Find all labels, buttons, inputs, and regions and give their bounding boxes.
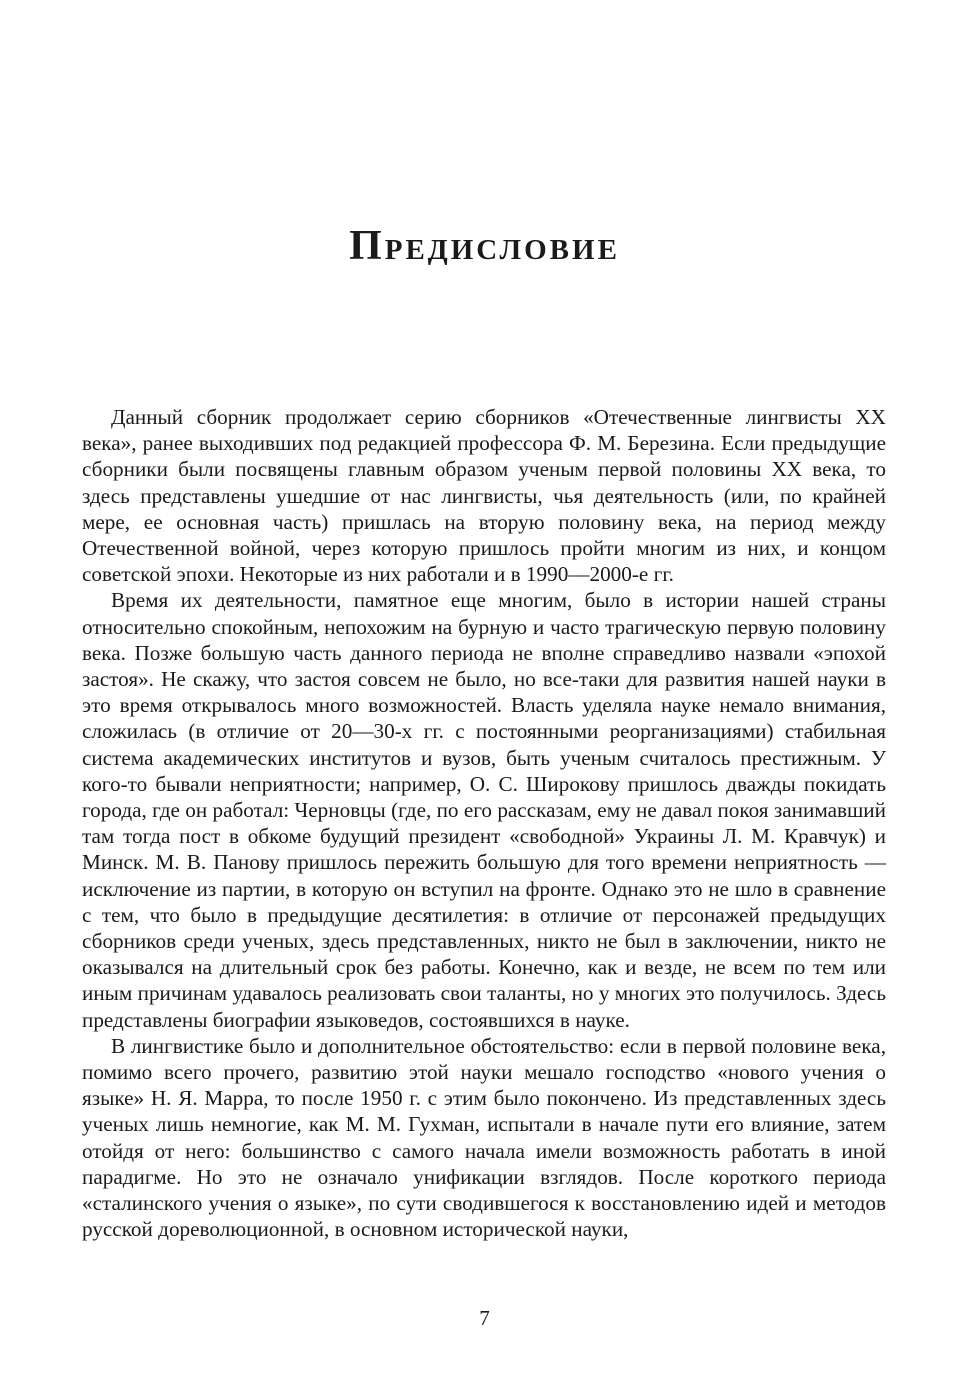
paragraph-2: Время их деятельности, памятное еще многим, было в истории нашей страны относительно спокойным, непохожим на бурную и часто трагическую первую половину века. Позже большую часть данного периода не вполне справедливо назвали «эпохой застоя». Не скажу, что застоя совсем не было, но все-таки для развития нашей науки в это время открывалось много возможностей. Власть уделяла науке немало внимания, сложилась (в отличие от 20—30-х гг. с постоянными реорганизациями) стабильная система академических институтов и вузов, быть ученым считалось престижным. У кого-то бывали неприятности; например, О. С. Широкову пришлось дважды покидать города, где он работал: Черновцы (где, по его рассказам, ему не давал покоя занимавший там тогда пост в обкоме будущий президент «свободной» Украины Л. М. Кравчук) и Минск. М. В. Панову пришлось пережить большую для того времени неприятность — исключение из партии, в которую он вступил на фронте. Однако это не шло в сравнение с тем, что было в предыдущие десятилетия: в отличие от персонажей предыдущих сборников среди ученых, здесь представленных, никто не был в заключении, никто не оказывался на длительный срок без работы. Конечно, как и везде, не всем по тем или иным причинам удавалось реализовать свои таланты, но у многих это получилось. Здесь представлены биографии языковедов, состоявшихся в науке.: [82, 588, 886, 1032]
paragraph-1: Данный сборник продолжает серию сборников «Отечественные лингвисты XX века», ранее выходивших под редакцией профессора Ф. М. Березина. Если предыдущие сборники были посвящены главным образом ученым первой половины XX века, то здесь представлены ушедшие от нас лингвисты, чья деятельность (или, по крайней мере, ее основная часть) пришлась на вторую половину века, на период между Отечественной войной, через которую пришлось пройти многим из них, и концом советской эпохи. Некоторые из них работали и в 1990—2000-е гг.: [82, 405, 886, 587]
page-number: 7: [479, 1306, 490, 1330]
paragraph-3: В лингвистике было и дополнительное обстоятельство: если в первой половине века, помимо всего прочего, развитию этой науки мешало господство «нового учения о языке» Н. Я. Марра, то после 1950 г. с этим было покончено. Из представленных здесь ученых лишь немногие, как М. М. Гухман, испытали в начале пути его влияние, затем отойдя от него: большинство с самого начала имели возможность работать в иной парадигме. Но это не означало унификации взглядов. После короткого периода «сталинского учения о языке», по сути сводившегося к восстановлению идей и методов русской дореволюционной, в основном исторической науки,: [82, 1033, 886, 1242]
body-text: [82, 404, 886, 1243]
page-title: Предисловие: [349, 223, 620, 269]
